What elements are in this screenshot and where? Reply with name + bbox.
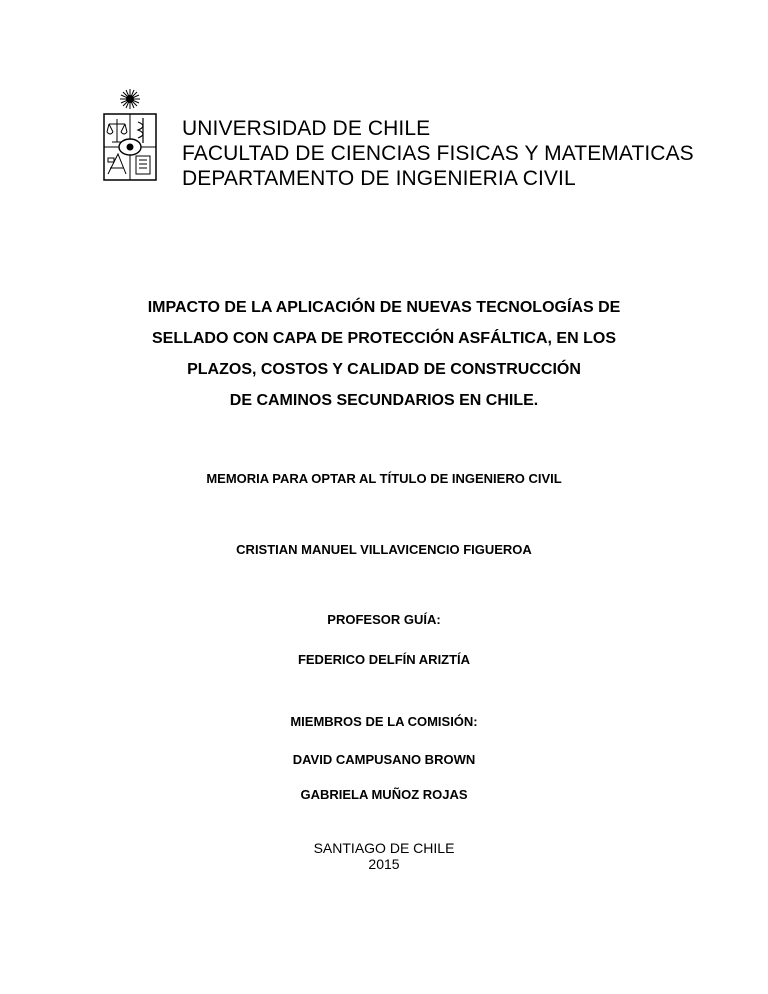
degree-statement: MEMORIA PARA OPTAR AL TÍTULO DE INGENIERO CIVIL xyxy=(206,471,562,486)
institution-header xyxy=(182,116,694,191)
title-line-1: IMPACTO DE LA APLICACIÓN DE NUEVAS TECNOLOGÍAS DE xyxy=(147,299,621,316)
advisor-name: FEDERICO DELFÍN ARIZTÍA xyxy=(297,652,471,667)
department-name: DEPARTAMENTO DE INGENIERIA CIVIL xyxy=(182,167,576,190)
year: 2015 xyxy=(368,856,400,872)
universidad-de-chile-seal-icon xyxy=(98,88,162,188)
place: SANTIAGO DE CHILE xyxy=(313,840,455,856)
advisor-label: PROFESOR GUÍA: xyxy=(327,612,441,627)
title-line-2: SELLADO CON CAPA DE PROTECCIÓN ASFÁLTICA, EN LOS xyxy=(151,330,616,347)
committee-member-1: DAVID CAMPUSANO BROWN xyxy=(292,752,476,767)
committee-member-2: GABRIELA MUÑOZ ROJAS xyxy=(300,787,468,802)
thesis-title xyxy=(0,292,768,416)
title-line-4: DE CAMINOS SECUNDARIOS EN CHILE. xyxy=(229,392,539,409)
faculty-name: FACULTAD DE CIENCIAS FISICAS Y MATEMATICAS xyxy=(182,142,694,165)
place-and-year xyxy=(0,840,768,872)
university-name: UNIVERSIDAD DE CHILE xyxy=(182,117,431,140)
author-name: CRISTIAN MANUEL VILLAVICENCIO FIGUEROA xyxy=(236,542,532,557)
title-line-3: PLAZOS, COSTOS Y CALIDAD DE CONSTRUCCIÓN xyxy=(187,361,581,378)
committee-label: MIEMBROS DE LA COMISIÓN: xyxy=(290,714,478,729)
